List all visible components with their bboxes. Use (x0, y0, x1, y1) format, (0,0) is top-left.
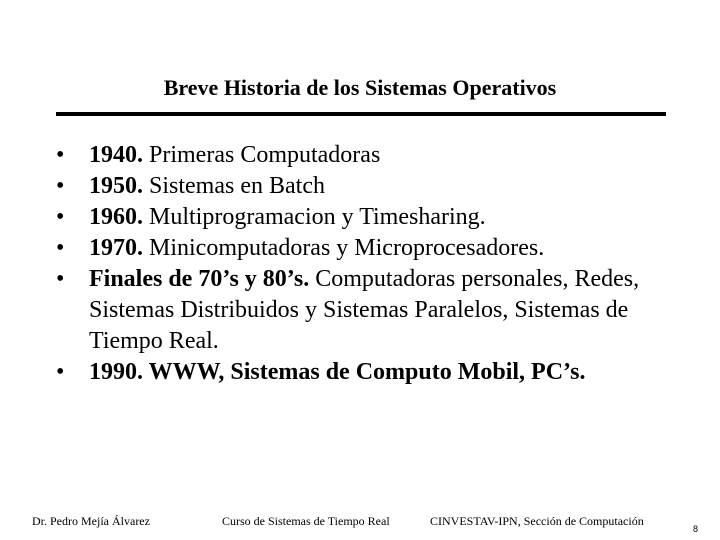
bullet-list (56, 140, 686, 388)
bullet-item (56, 264, 686, 357)
bullet-year: 1960. (89, 204, 143, 230)
footer-author: Dr. Pedro Mejía Álvarez (32, 514, 150, 528)
slide-title: Breve Historia de los Sistemas Operativos (163, 75, 557, 100)
bullet-year: 1990. WWW, Sistemas de Computo Mobil, PC’s. (89, 359, 586, 385)
bullet-item (56, 233, 686, 264)
bullet-item (56, 202, 686, 233)
bullet-text: Multiprogramacion y Timesharing. (143, 204, 486, 230)
bullet-icon: • (56, 142, 65, 168)
bullet-icon: • (56, 359, 65, 385)
title-divider (56, 112, 666, 116)
bullet-item (56, 357, 686, 388)
bullet-year: 1970. (89, 235, 143, 261)
bullet-text: Primeras Computadoras (143, 142, 381, 168)
bullet-text: Sistemas en Batch (143, 173, 325, 199)
bullet-icon: • (56, 266, 65, 292)
bullet-text: Minicomputadoras y Microprocesadores. (143, 235, 545, 261)
bullet-year: 1940. (89, 142, 143, 168)
bullet-item (56, 140, 686, 171)
bullet-item (56, 171, 686, 202)
bullet-icon: • (56, 204, 65, 230)
bullet-year: Finales de 70’s y 80’s. (89, 266, 310, 292)
bullet-icon: • (56, 173, 65, 199)
bullet-icon: • (56, 235, 65, 261)
footer-course: Curso de Sistemas de Tiempo Real (222, 514, 390, 528)
bullet-year: 1950. (89, 173, 143, 199)
footer-institution: CINVESTAV-IPN, Sección de Computación (430, 514, 644, 528)
page-number: 8 (693, 524, 699, 534)
bullet-text: Computadoras personales, Redes, Sistemas Distribuidos y Sistemas Paralelos, Sistemas de Tiempo Real. (89, 266, 640, 354)
